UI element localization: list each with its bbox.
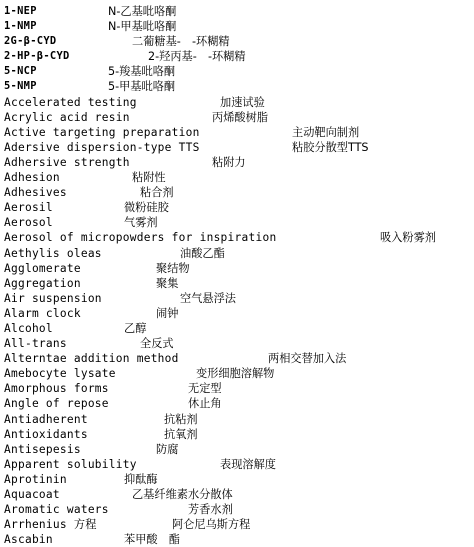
- glossary-entry: [4, 351, 474, 366]
- glossary-entry: [4, 215, 474, 230]
- entry-translation: 乙基纤维素水分散体: [132, 488, 233, 501]
- entry-translation: 抑酞酶: [124, 472, 158, 486]
- entry-term: Aerosol: [4, 216, 53, 230]
- glossary-entry: [4, 185, 474, 200]
- entry-translation: 防腐: [156, 442, 179, 456]
- glossary-entry: [4, 502, 474, 517]
- entry-translation: 乙醇: [124, 321, 147, 335]
- glossary-entry: [4, 19, 474, 34]
- entry-translation: 抗氧剂: [164, 427, 198, 441]
- entry-translation: 苯甲酸 酯: [124, 533, 180, 547]
- glossary-entry: [4, 64, 474, 79]
- glossary-entry: [4, 336, 474, 351]
- entry-translation: 全反式: [140, 337, 174, 351]
- entry-translation: 粘合剂: [140, 186, 174, 200]
- entry-translation: 变形细胞溶解物: [196, 367, 275, 381]
- glossary-entry: [4, 381, 474, 396]
- glossary-entry: [4, 125, 474, 140]
- entry-term: Aromatic waters: [4, 503, 109, 517]
- entry-term: 1-NMP: [4, 20, 37, 33]
- entry-translation: 二葡糖基- -环糊精: [132, 35, 230, 49]
- entry-translation: N-乙基吡咯酮: [108, 5, 177, 18]
- entry-term: Aerosil: [4, 201, 53, 215]
- entry-term: 2G-β-CYD: [4, 35, 57, 48]
- entry-term: Agglomerate: [4, 261, 81, 275]
- glossary-entry: [4, 427, 474, 442]
- entry-translation: 粘胶分散型TTS: [292, 140, 369, 154]
- entry-translation: 5-甲基吡咯酮: [108, 80, 176, 94]
- entry-translation: 主动靶向制剂: [292, 125, 360, 139]
- glossary-entry: [4, 366, 474, 381]
- glossary-entry: [4, 276, 474, 291]
- entry-translation: 吸入粉雾剂: [380, 231, 436, 245]
- entry-translation: 5-羧基吡咯酮: [108, 65, 176, 79]
- entry-term: Acrylic acid resin: [4, 110, 130, 124]
- entry-translation: 两相交替加入法: [268, 352, 347, 366]
- entry-term: 5-NCP: [4, 65, 37, 78]
- glossary-entry: [4, 487, 474, 502]
- entry-translation: 抗粘剂: [164, 412, 198, 426]
- entry-translation: 油酸乙酯: [180, 246, 225, 260]
- entry-term: Aerosol of micropowders for inspiration: [4, 231, 277, 245]
- glossary-entry: [4, 261, 474, 276]
- entry-translation: 气雾剂: [124, 216, 158, 230]
- glossary-entry: [4, 412, 474, 427]
- glossary-entry: [4, 306, 474, 321]
- entry-term: All-trans: [4, 337, 67, 351]
- glossary-entry: [4, 321, 474, 336]
- entry-translation: 闹钟: [156, 306, 179, 320]
- entry-term: Adersive dispersion-type TTS: [4, 140, 200, 154]
- entry-term: 5-NMP: [4, 80, 37, 93]
- entry-term: Air suspension: [4, 291, 102, 305]
- entry-translation: 粘附性: [132, 171, 166, 185]
- entry-translation: 丙烯酸树脂: [212, 110, 268, 124]
- entry-translation: 无定型: [188, 382, 222, 396]
- glossary-entry: [4, 457, 474, 472]
- glossary-entry: [4, 140, 474, 155]
- entry-translation: 芳香水剂: [188, 503, 233, 517]
- entry-term: Ascabin: [4, 533, 53, 547]
- entry-translation: N-甲基吡咯酮: [108, 20, 177, 34]
- entry-term: Aprotinin: [4, 472, 67, 486]
- glossary-entry: [4, 532, 474, 547]
- glossary-entry: [4, 472, 474, 487]
- glossary-entry: [4, 110, 474, 125]
- glossary-entry: [4, 95, 474, 110]
- glossary-entry: [4, 442, 474, 457]
- entry-term: Aquacoat: [4, 488, 60, 501]
- glossary-entry: [4, 246, 474, 261]
- entry-term: Alarm clock: [4, 306, 81, 320]
- entry-translation: 加速试验: [220, 95, 265, 109]
- glossary-entry: [4, 230, 474, 245]
- glossary-entry: [4, 200, 474, 215]
- entry-term: Adhersive strength: [4, 155, 130, 169]
- entry-term: 2-HP-β-CYD: [4, 50, 70, 63]
- glossary-entry: [4, 396, 474, 411]
- entry-term: Adhesives: [4, 186, 67, 200]
- entry-translation: 聚结物: [156, 261, 190, 275]
- entry-translation: 聚集: [156, 276, 179, 290]
- entry-term: Aethylis oleas: [4, 246, 102, 260]
- entry-term: Antioxidants: [4, 427, 88, 441]
- entry-term: 1-NEP: [4, 5, 37, 17]
- glossary-entry: [4, 34, 474, 49]
- entry-term: Amebocyte lysate: [4, 367, 116, 381]
- entry-term: Alterntae addition method: [4, 352, 179, 366]
- entry-term: Antisepesis: [4, 442, 81, 456]
- entry-translation: 表现溶解度: [220, 457, 276, 471]
- entry-translation: 阿仑尼乌斯方程: [172, 518, 251, 532]
- entry-translation: 休止角: [188, 397, 222, 411]
- entry-translation: 粘附力: [212, 155, 246, 169]
- glossary-entry: [4, 79, 474, 94]
- entry-translation: 空气悬浮法: [180, 291, 236, 305]
- entry-translation: 微粉硅胶: [124, 201, 169, 215]
- entry-term: Alcohol: [4, 321, 53, 335]
- entry-term: Accelerated testing: [4, 95, 137, 109]
- glossary-entry: [4, 4, 474, 19]
- entry-term: Adhesion: [4, 171, 60, 185]
- glossary-entry: [4, 291, 474, 306]
- glossary-entry: [4, 155, 474, 170]
- entry-term: Apparent solubility: [4, 457, 137, 471]
- entry-term: Amorphous forms: [4, 382, 109, 396]
- entry-term: Angle of repose: [4, 397, 109, 411]
- entry-term: Arrhenius 方程: [4, 518, 97, 532]
- glossary-list: [4, 4, 474, 547]
- glossary-entry: [4, 170, 474, 185]
- entry-term: Active targeting preparation: [4, 125, 200, 139]
- glossary-entry: [4, 49, 474, 64]
- entry-translation: 2-羟丙基- -环糊精: [148, 50, 246, 64]
- entry-term: Aggregation: [4, 276, 81, 290]
- glossary-entry: [4, 517, 474, 532]
- entry-term: Antiadherent: [4, 412, 88, 426]
